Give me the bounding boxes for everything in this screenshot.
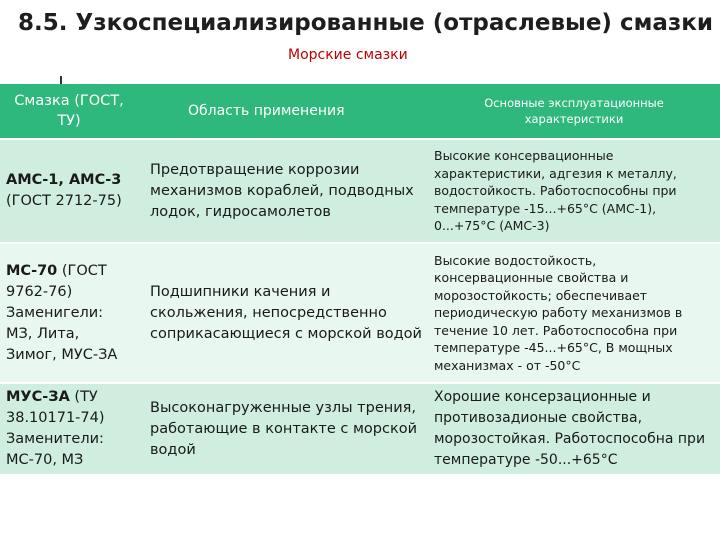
lubricants-table (0, 84, 720, 476)
application-cell: Подшипники качения и скольжения, непосредственно соприкасающиеся с морской водой (138, 243, 428, 383)
lubricant-standard: (ТУ 38.10171-74) Заменители: МС-70, МЗ (6, 389, 105, 468)
header-application: Область применения (138, 84, 428, 139)
application-cell: Предотвращение коррозии механизмов кораблей, подводных лодок, гидросамолетов (138, 139, 428, 243)
lubricant-standard: (ГОСТ 9762-76) Заменигели: МЗ, Лита, Зимог, МУС-ЗА (6, 262, 118, 363)
decorative-tick (60, 76, 62, 84)
page-subtitle: Морские смазки (288, 47, 408, 63)
lubricant-name: МУС-ЗА (6, 389, 70, 405)
characteristics-cell: Высокие консервационные характеристики, адгезия к металлу, водостойкость. Работоспособны при температуре -15...+65°С (АМС-1), 0...+75°С (АМС-3) (428, 139, 720, 243)
lubricant-name-cell (0, 383, 138, 475)
table-header-row (0, 84, 720, 139)
lubricant-name-cell (0, 243, 138, 383)
lubricant-name-cell (0, 139, 138, 243)
table-row (0, 243, 720, 383)
lubricant-name: МС-70 (6, 262, 58, 279)
application-cell: Высоконагруженные узлы трения, работающие в контакте с морской водой (138, 383, 428, 475)
lubricant-name: АМС-1, АМС-3 (6, 172, 122, 188)
page-title: 8.5. Узкоспециализированные (отраслевые) смазки (18, 10, 713, 36)
characteristics-cell: Высокие водостойкость, консервационные свойства и морозостойкость; обеспечивает периодическую работу механизмов в течение 10 лет. Работоспособна при температуре -45...+65°С, В мощных механизмах - от -50°С (428, 243, 720, 383)
characteristics-cell: Хорошие консерзационные и противозадионые свойства, морозостойкая. Работоспособна при температуре -50...+65°С (428, 383, 720, 475)
header-lubricant: Смазка (ГОСТ, ТУ) (0, 84, 138, 139)
lubricant-standard: (ГОСТ 2712-75) (6, 193, 122, 209)
table-row (0, 383, 720, 475)
header-characteristics: Основные эксплуатационные характеристики (428, 84, 720, 139)
table-row (0, 139, 720, 243)
